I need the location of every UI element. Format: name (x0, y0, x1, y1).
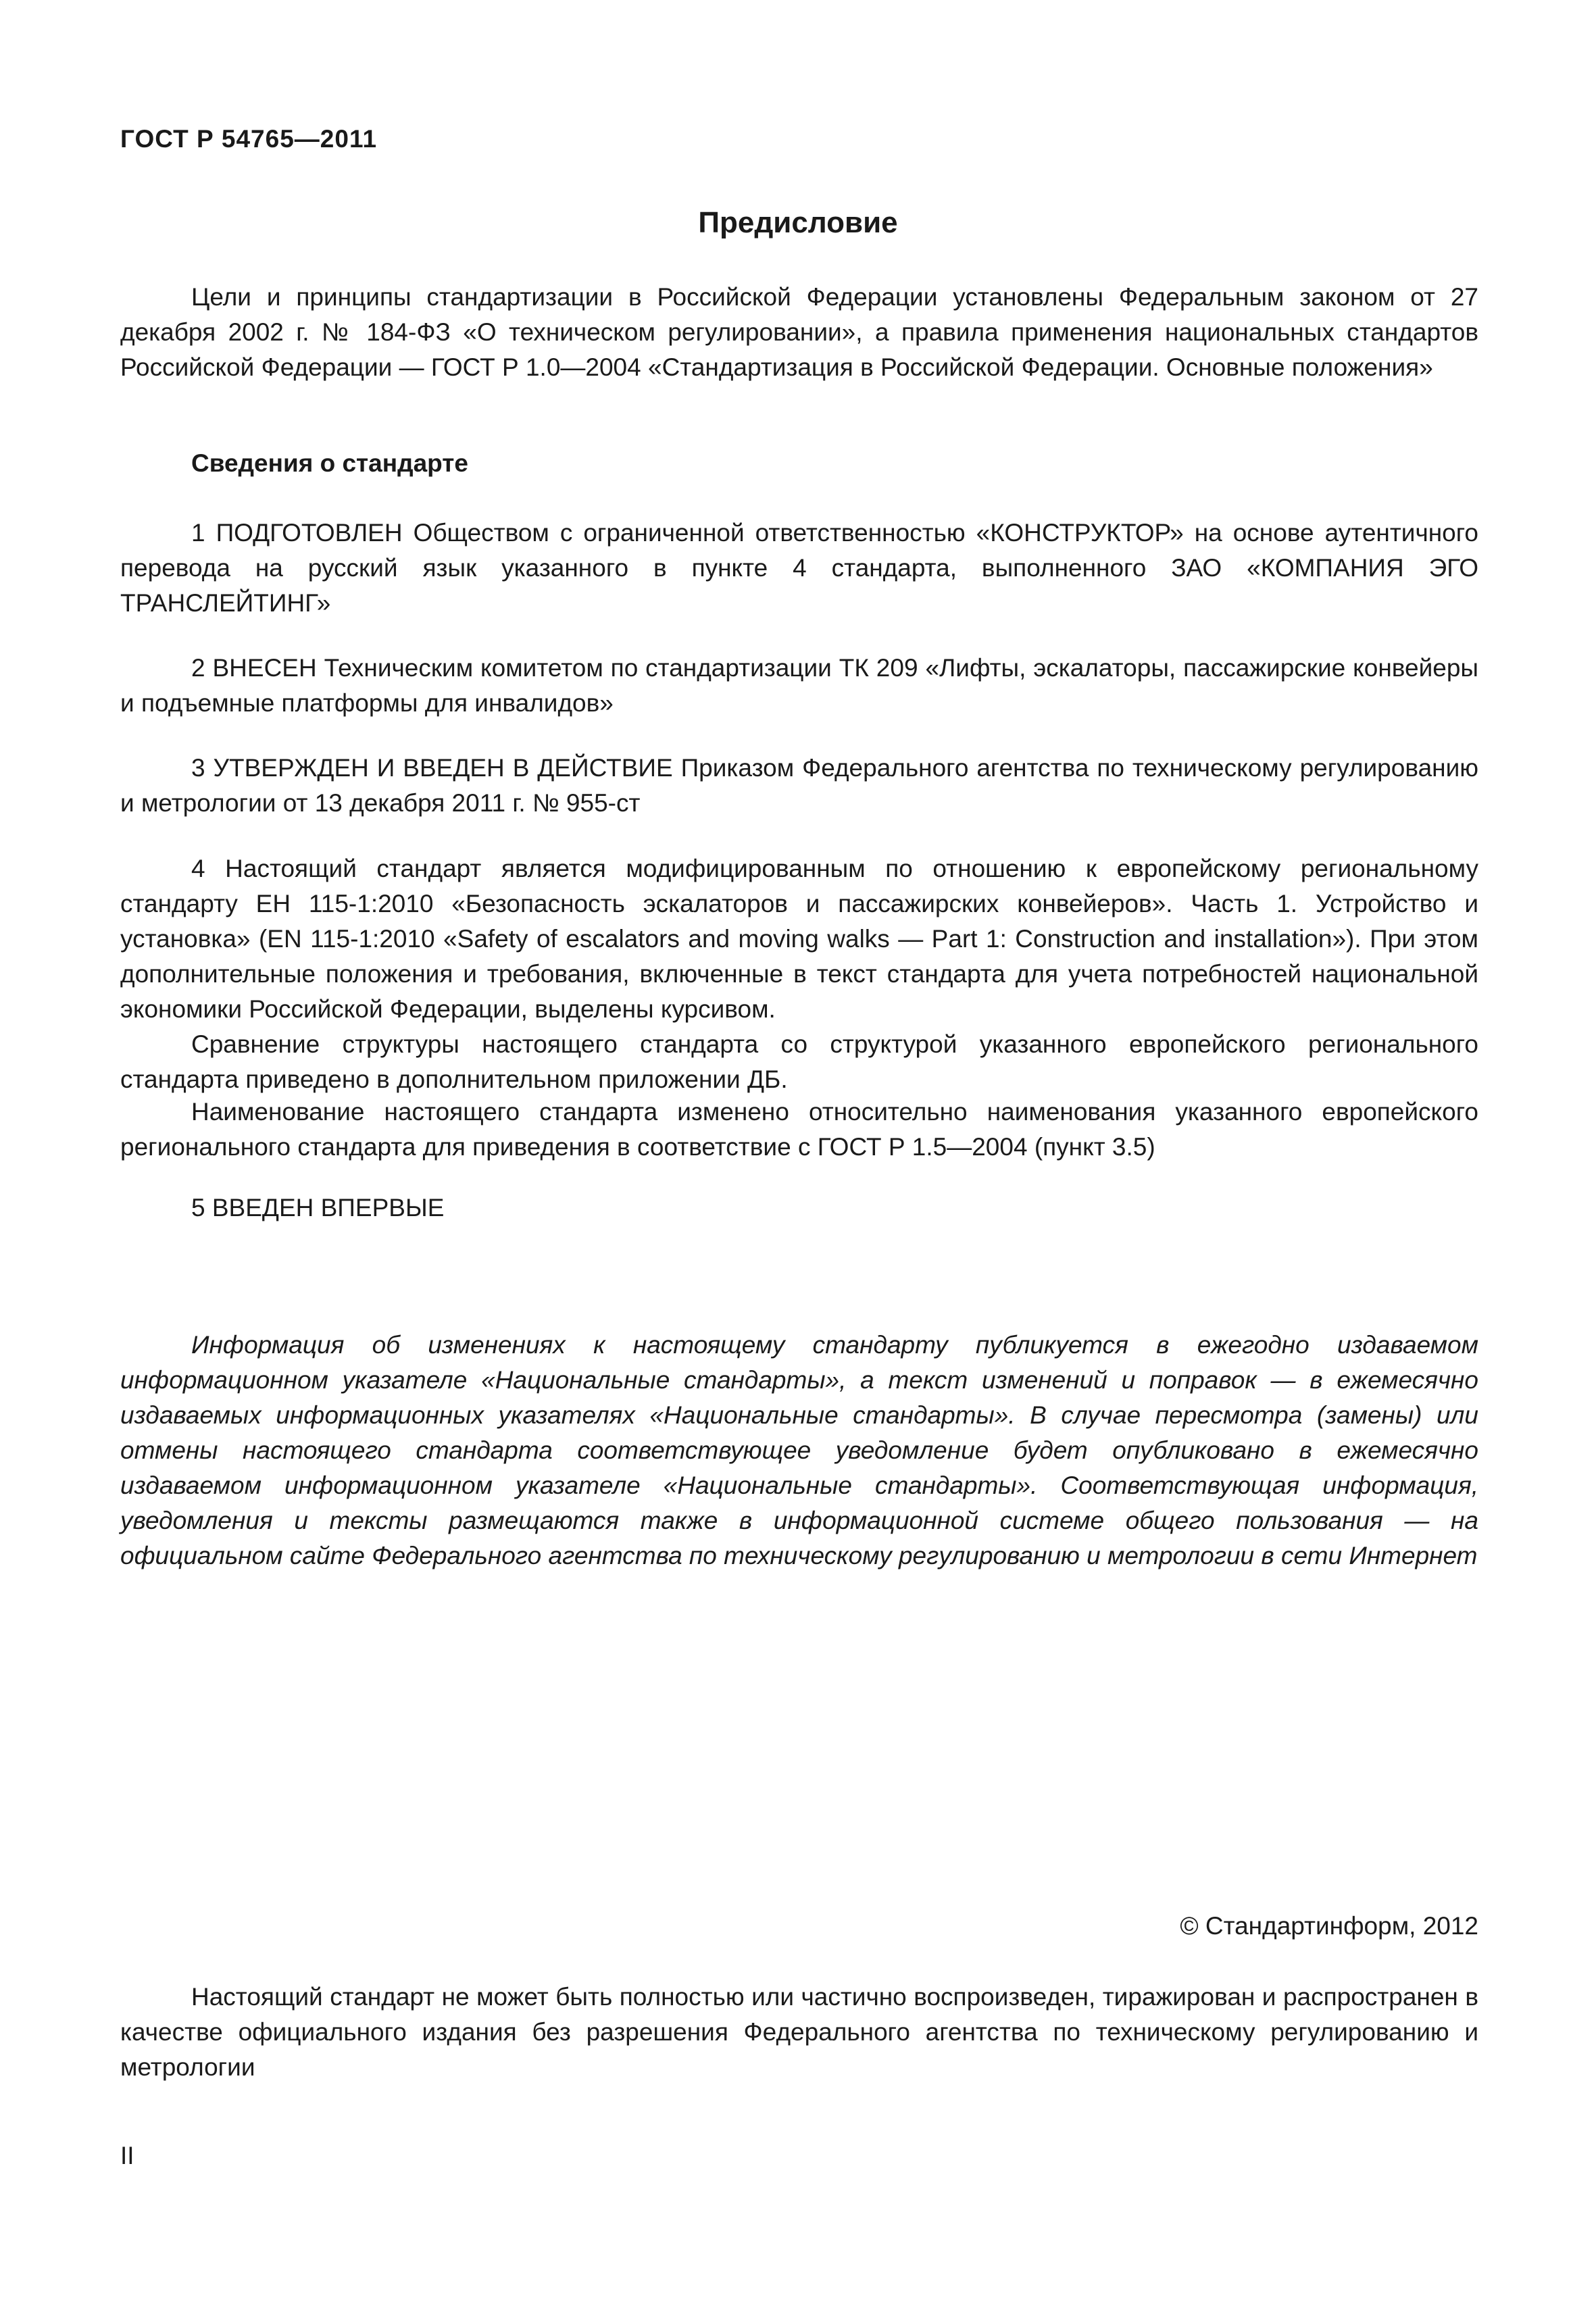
item-1 (120, 515, 1478, 621)
item-1-text: 1 ПОДГОТОВЛЕН Обществом с ограниченной ответственностью «КОНСТРУКТОР» на основе аутентичного перевода на русский язык указанного в пункте 4 стандарта, выполненного ЗАО «КОМПАНИЯ ЭГО ТРАНСЛЕЙТИНГ» (120, 519, 1478, 617)
item-4-text-c: Наименование настоящего стандарта изменено относительно наименования указанного европейского регионального стандарта для приведения в соответствие с ГОСТ Р 1.5—2004 (пункт 3.5) (120, 1098, 1478, 1161)
item-5 (120, 1190, 1478, 1226)
info-paragraph (120, 1328, 1478, 1574)
intro-paragraph (120, 280, 1478, 385)
item-2 (120, 651, 1478, 721)
item-5-text: 5 ВВЕДЕН ВПЕРВЫЕ (191, 1194, 445, 1222)
document-header: ГОСТ Р 54765—2011 (120, 125, 378, 153)
item-4-comparison (120, 1027, 1478, 1097)
item-3 (120, 751, 1478, 821)
intro-text: Цели и принципы стандартизации в Российской Федерации установлены Федеральным законом от 27 декабря 2002 г. № 184-ФЗ «О техническом регулировании», а правила применения национальных стандартов Российской Федерации — ГОСТ Р 1.0—2004 «Стандартизация в Российской Федерации. Основные положения» (120, 283, 1478, 381)
section-subheading: Сведения о стандарте (191, 449, 468, 477)
copyright: © Стандартинформ, 2012 (1180, 1912, 1478, 1940)
item-4-text-b: Сравнение структуры настоящего стандарта со структурой указанного европейского регионального стандарта приведено в дополнительном приложении ДБ. (120, 1030, 1478, 1093)
item-2-text: 2 ВНЕСЕН Техническим комитетом по стандартизации ТК 209 «Лифты, эскалаторы, пассажирские конвейеры и подъемные платформы для инвалидов» (120, 654, 1478, 717)
item-4-text-a: 4 Настоящий стандарт является модифицированным по отношению к европейскому региональному стандарту ЕН 115-1:2010 «Безопасность эскалаторов и пассажирских конвейеров». Часть 1. Устройство и установка» (EN 115-1:2010 «Safety of escalators and moving walks — Part 1: Construction and installation»). При этом дополнительные положения и требования, включенные в текст стандарта для учета потребностей национальной экономики Российской Федерации, выделены курсивом. (120, 855, 1478, 1023)
item-4-name-note (120, 1095, 1478, 1165)
page-number: II (120, 2142, 134, 2169)
info-text: Информация об изменениях к настоящему стандарту публикуется в ежегодно издаваемом информационном указателе «Национальные стандарты», а текст изменений и поправок — в ежемесячно издаваемых информационных указателях «Национальные стандарты». В случае пересмотра (замены) или отмены настоящего стандарта соответствующее уведомление будет опубликовано в ежемесячно издаваемом информационном указателе «Национальные стандарты». Соответствующая информация, уведомления и тексты размещаются также в информационной системе общего пользования — на официальном сайте Федерального агентства по техническому регулированию и метрологии в сети Интернет (120, 1331, 1478, 1569)
page-title: Предисловие (698, 206, 898, 239)
reproduction-notice (120, 1980, 1478, 2085)
item-4 (120, 851, 1478, 1027)
item-3-text: 3 УТВЕРЖДЕН И ВВЕДЕН В ДЕЙСТВИЕ Приказом Федерального агентства по техническому регулированию и метрологии от 13 декабря 2011 г. № 955-ст (120, 754, 1478, 817)
notice-text: Настоящий стандарт не может быть полностью или частично воспроизведен, тиражирован и распространен в качестве официального издания без разрешения Федерального агентства по техническому регулированию и метрологии (120, 1983, 1478, 2081)
